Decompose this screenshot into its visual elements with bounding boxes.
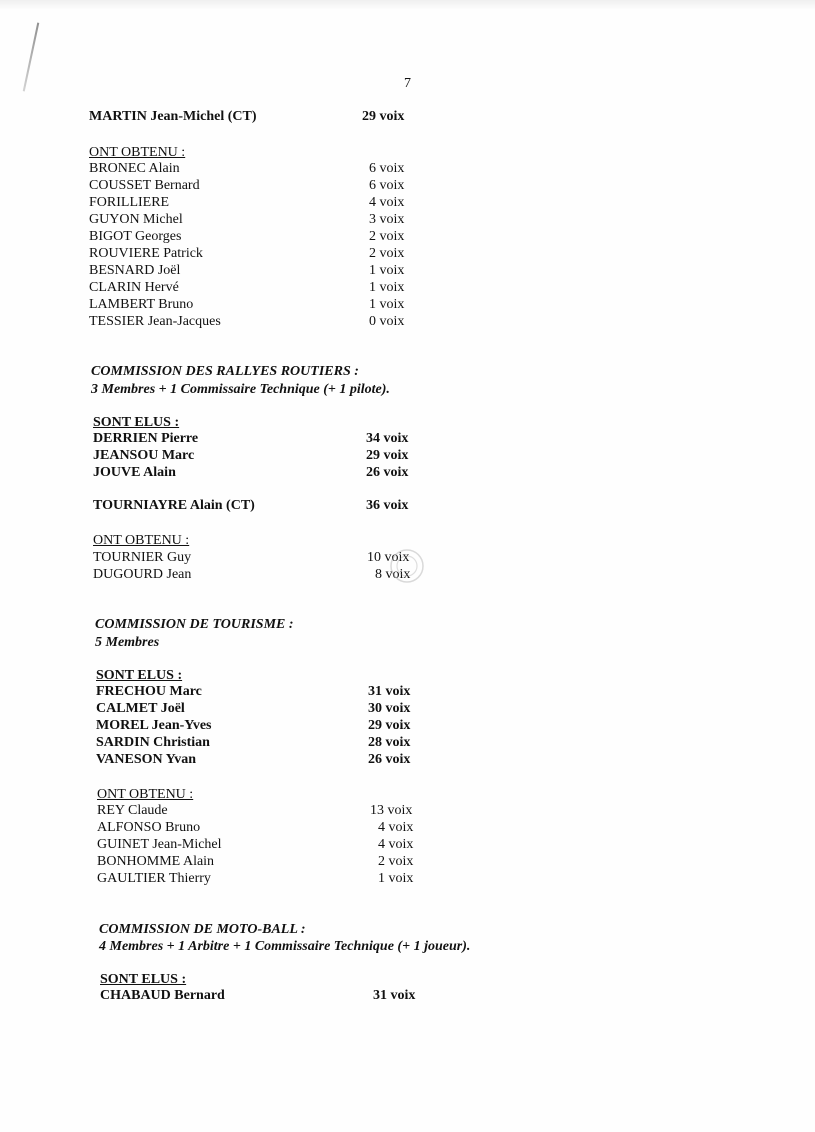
candidate-name: FRECHOU Marc xyxy=(96,684,202,699)
vote-count: 1 voix xyxy=(378,871,414,886)
candidate-name: TOURNIAYRE Alain (CT) xyxy=(93,498,255,513)
others-heading: ONT OBTENU : xyxy=(89,145,186,160)
vote-count: 6 voix xyxy=(369,161,405,176)
candidate-name: GAULTIER Thierry xyxy=(97,871,211,886)
vote-count: 4 voix xyxy=(378,820,414,835)
commission-subtitle: 3 Membres + 1 Commissaire Technique (+ 1 pilote). xyxy=(91,382,390,397)
commission-title: COMMISSION DE TOURISME : xyxy=(95,617,294,632)
candidate-name: JOUVE Alain xyxy=(93,465,176,480)
vote-count: 4 voix xyxy=(378,837,414,852)
candidate-name: BESNARD Joël xyxy=(89,263,181,278)
vote-count: 1 voix xyxy=(369,297,405,312)
candidate-name: ROUVIERE Patrick xyxy=(89,246,203,261)
candidate-name: BONHOMME Alain xyxy=(97,854,215,869)
elected-heading: SONT ELUS : xyxy=(100,972,187,987)
elected-heading: SONT ELUS : xyxy=(93,415,180,430)
candidate-name: COUSSET Bernard xyxy=(89,178,200,193)
candidate-name: CHABAUD Bernard xyxy=(100,988,225,1003)
vote-count: 28 voix xyxy=(368,735,411,750)
candidate-name: LAMBERT Bruno xyxy=(89,297,194,312)
candidate-name: DUGOURD Jean xyxy=(93,567,192,582)
elected-heading: SONT ELUS : xyxy=(96,668,183,683)
vote-count: 2 voix xyxy=(369,246,405,261)
pencil-mark xyxy=(23,23,40,92)
vote-count: 26 voix xyxy=(366,465,409,480)
candidate-name: MOREL Jean-Yves xyxy=(96,718,212,733)
vote-count: 29 voix xyxy=(368,718,411,733)
commission-subtitle: 5 Membres xyxy=(95,635,160,650)
vote-count: 36 voix xyxy=(366,498,409,513)
candidate-name: REY Claude xyxy=(97,803,168,818)
vote-count: 13 voix xyxy=(370,803,413,818)
candidate-name: TOURNIER Guy xyxy=(93,550,192,565)
vote-count: 6 voix xyxy=(369,178,405,193)
vote-count: 8 voix xyxy=(375,567,411,582)
candidate-name: ALFONSO Bruno xyxy=(97,820,201,835)
vote-count: 1 voix xyxy=(369,263,405,278)
vote-count: 29 voix xyxy=(366,448,409,463)
commission-title: COMMISSION DES RALLYES ROUTIERS : xyxy=(91,364,359,379)
candidate-name: TESSIER Jean-Jacques xyxy=(89,314,221,329)
vote-count: 2 voix xyxy=(369,229,405,244)
vote-count: 2 voix xyxy=(378,854,414,869)
others-heading: ONT OBTENU : xyxy=(93,533,190,548)
candidate-name: GUINET Jean-Michel xyxy=(97,837,222,852)
vote-count: 10 voix xyxy=(367,550,410,565)
vote-count: 26 voix xyxy=(368,752,411,767)
vote-count: 31 voix xyxy=(373,988,416,1003)
vote-count: 29 voix xyxy=(362,109,405,124)
candidate-name: CALMET Joël xyxy=(96,701,185,716)
candidate-name: GUYON Michel xyxy=(89,212,183,227)
candidate-name: SARDIN Christian xyxy=(96,735,210,750)
vote-count: 4 voix xyxy=(369,195,405,210)
commission-subtitle: 4 Membres + 1 Arbitre + 1 Commissaire Technique (+ 1 joueur). xyxy=(99,939,471,954)
vote-count: 30 voix xyxy=(368,701,411,716)
vote-count: 31 voix xyxy=(368,684,411,699)
candidate-name: DERRIEN Pierre xyxy=(93,431,199,446)
vote-count: 1 voix xyxy=(369,280,405,295)
commission-title: COMMISSION DE MOTO-BALL : xyxy=(99,922,306,937)
candidate-name: MARTIN Jean-Michel (CT) xyxy=(89,109,257,124)
page-number: 7 xyxy=(404,76,411,91)
candidate-name: BIGOT Georges xyxy=(89,229,182,244)
others-heading: ONT OBTENU : xyxy=(97,787,194,802)
vote-count: 3 voix xyxy=(369,212,405,227)
candidate-name: JEANSOU Marc xyxy=(93,448,195,463)
candidate-name: VANESON Yvan xyxy=(96,752,196,767)
candidate-name: BRONEC Alain xyxy=(89,161,180,176)
candidate-name: CLARIN Hervé xyxy=(89,280,179,295)
candidate-name: FORILLIERE xyxy=(89,195,170,210)
vote-count: 0 voix xyxy=(369,314,405,329)
scan-edge-shadow xyxy=(0,0,815,10)
vote-count: 34 voix xyxy=(366,431,409,446)
